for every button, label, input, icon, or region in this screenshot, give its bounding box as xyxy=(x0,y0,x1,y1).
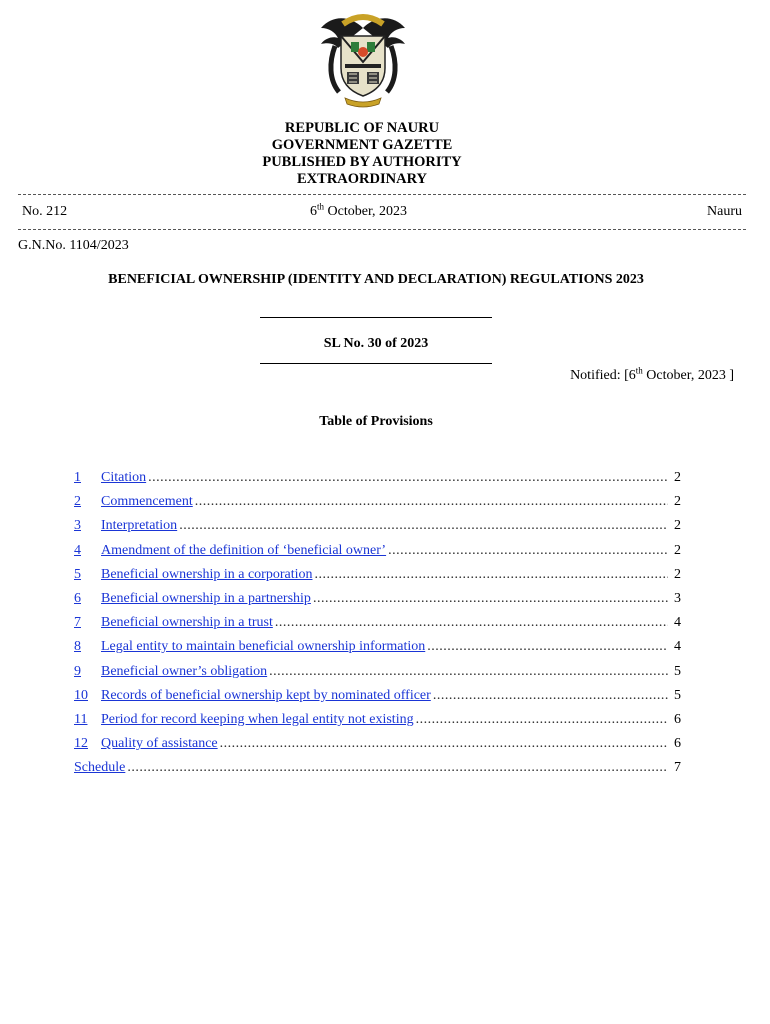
sl-number: SL No. 30 of 2023 xyxy=(323,336,429,351)
toc-number-link[interactable]: 8 xyxy=(74,639,81,655)
toc-number-link[interactable]: 3 xyxy=(74,518,81,534)
toc-leader xyxy=(433,688,668,704)
toc-row[interactable] xyxy=(74,543,681,567)
toc-page: 6 xyxy=(674,711,681,727)
toc-page: 4 xyxy=(674,639,681,655)
notified-rest: October, 2023 ] xyxy=(642,368,734,383)
toc-number-link[interactable]: 7 xyxy=(74,615,81,631)
toc-number-link[interactable]: 10 xyxy=(74,687,88,703)
toc-number-link[interactable]: 5 xyxy=(74,566,81,582)
issue-place: Nauru xyxy=(707,204,742,219)
toc-row[interactable] xyxy=(74,712,681,736)
toc-leader xyxy=(314,567,668,583)
toc-row[interactable] xyxy=(74,688,681,712)
header-gazette: GOVERNMENT GAZETTE xyxy=(271,137,453,153)
title-rule-top xyxy=(260,317,492,318)
toc-row[interactable] xyxy=(74,639,681,663)
header-extraordinary: EXTRAORDINARY xyxy=(297,171,427,187)
toc-page: 2 xyxy=(674,494,681,510)
toc-label-link[interactable]: Amendment of the definition of ‘beneficial owner’ xyxy=(101,542,387,558)
toc-page: 6 xyxy=(674,736,681,752)
toc-row[interactable] xyxy=(74,567,681,591)
regulation-title: BENEFICIAL OWNERSHIP (IDENTITY AND DECLARATION) REGULATIONS 2023 xyxy=(108,272,644,287)
issue-date-rest: October, 2023 xyxy=(324,204,408,219)
toc-page: 4 xyxy=(674,615,681,631)
toc-leader xyxy=(195,494,668,510)
toc-row[interactable] xyxy=(74,518,681,542)
toc-number-link[interactable]: 4 xyxy=(74,542,81,558)
toc-label-link[interactable]: Interpretation xyxy=(101,518,178,534)
notified-prefix: Notified: [6 xyxy=(570,368,636,383)
notified-date xyxy=(570,365,734,384)
toc-page: 7 xyxy=(674,760,681,776)
header-republic: REPUBLIC OF NAURU xyxy=(284,120,440,136)
toc-leader xyxy=(427,639,668,655)
toc-label-link[interactable]: Beneficial ownership in a partnership xyxy=(101,590,311,606)
toc-leader xyxy=(220,736,668,752)
toc-leader xyxy=(148,470,668,486)
header-authority: PUBLISHED BY AUTHORITY xyxy=(262,154,462,170)
toc-label-link[interactable]: Period for record keeping when legal entity not existing xyxy=(101,711,414,727)
toc-leader xyxy=(313,591,668,607)
toc-page: 5 xyxy=(674,687,681,703)
toc-label-link[interactable]: Legal entity to maintain beneficial ownership information xyxy=(101,639,426,655)
toc-number-link[interactable]: 1 xyxy=(74,470,81,485)
toc-leader xyxy=(127,760,668,776)
toc-row[interactable] xyxy=(74,664,681,688)
toc-row[interactable] xyxy=(74,470,681,494)
toc-page: 2 xyxy=(674,470,681,485)
nauru-coat-of-arms-icon xyxy=(311,6,415,110)
toc-row[interactable] xyxy=(74,591,681,615)
dashed-divider-top xyxy=(18,194,746,195)
toc-row[interactable] xyxy=(74,615,681,639)
gazette-header xyxy=(0,120,724,188)
toc-page: 2 xyxy=(674,566,681,582)
toc-label-link[interactable]: Citation xyxy=(101,470,147,485)
toc-row-schedule[interactable] xyxy=(74,760,681,784)
toc-label-link[interactable]: Beneficial owner’s obligation xyxy=(101,663,268,679)
toc-label-link[interactable]: Commencement xyxy=(101,494,193,510)
toc-page: 2 xyxy=(674,518,681,534)
toc-number-link[interactable]: 12 xyxy=(74,736,88,752)
issue-date xyxy=(310,201,408,220)
toc-page: 3 xyxy=(674,590,681,606)
toc-number-link[interactable]: 9 xyxy=(74,663,81,679)
toc-number-link[interactable]: 11 xyxy=(74,711,88,727)
issue-date-suffix: th xyxy=(317,201,325,212)
notified-suffix: th xyxy=(635,365,643,376)
title-rule-bottom xyxy=(260,363,492,364)
table-of-provisions xyxy=(74,470,681,784)
gn-number: G.N.No. 1104/2023 xyxy=(18,238,129,253)
toc-page: 5 xyxy=(674,663,681,679)
toc-leader xyxy=(388,543,668,559)
toc-leader xyxy=(179,518,668,534)
toc-page: 2 xyxy=(674,542,681,558)
schedule-link[interactable]: Schedule xyxy=(74,760,126,776)
toc-row[interactable] xyxy=(74,494,681,518)
toc-leader xyxy=(416,712,668,728)
toc-label-link[interactable]: Beneficial ownership in a trust xyxy=(101,615,273,631)
toc-number-link[interactable]: 2 xyxy=(74,494,81,510)
toc-number-link[interactable]: 6 xyxy=(74,590,81,606)
toc-leader xyxy=(269,664,668,680)
toc-label-link[interactable]: Records of beneficial ownership kept by nominated officer xyxy=(101,687,431,703)
toc-leader xyxy=(275,615,668,631)
issue-date-day: 6 xyxy=(310,204,317,219)
toc-label-link[interactable]: Quality of assistance xyxy=(101,736,218,752)
issue-number: No. 212 xyxy=(22,204,68,219)
dashed-divider-bottom xyxy=(18,229,746,230)
toc-row[interactable] xyxy=(74,736,681,760)
toc-label-link[interactable]: Beneficial ownership in a corporation xyxy=(101,566,313,582)
toc-heading: Table of Provisions xyxy=(319,414,433,429)
